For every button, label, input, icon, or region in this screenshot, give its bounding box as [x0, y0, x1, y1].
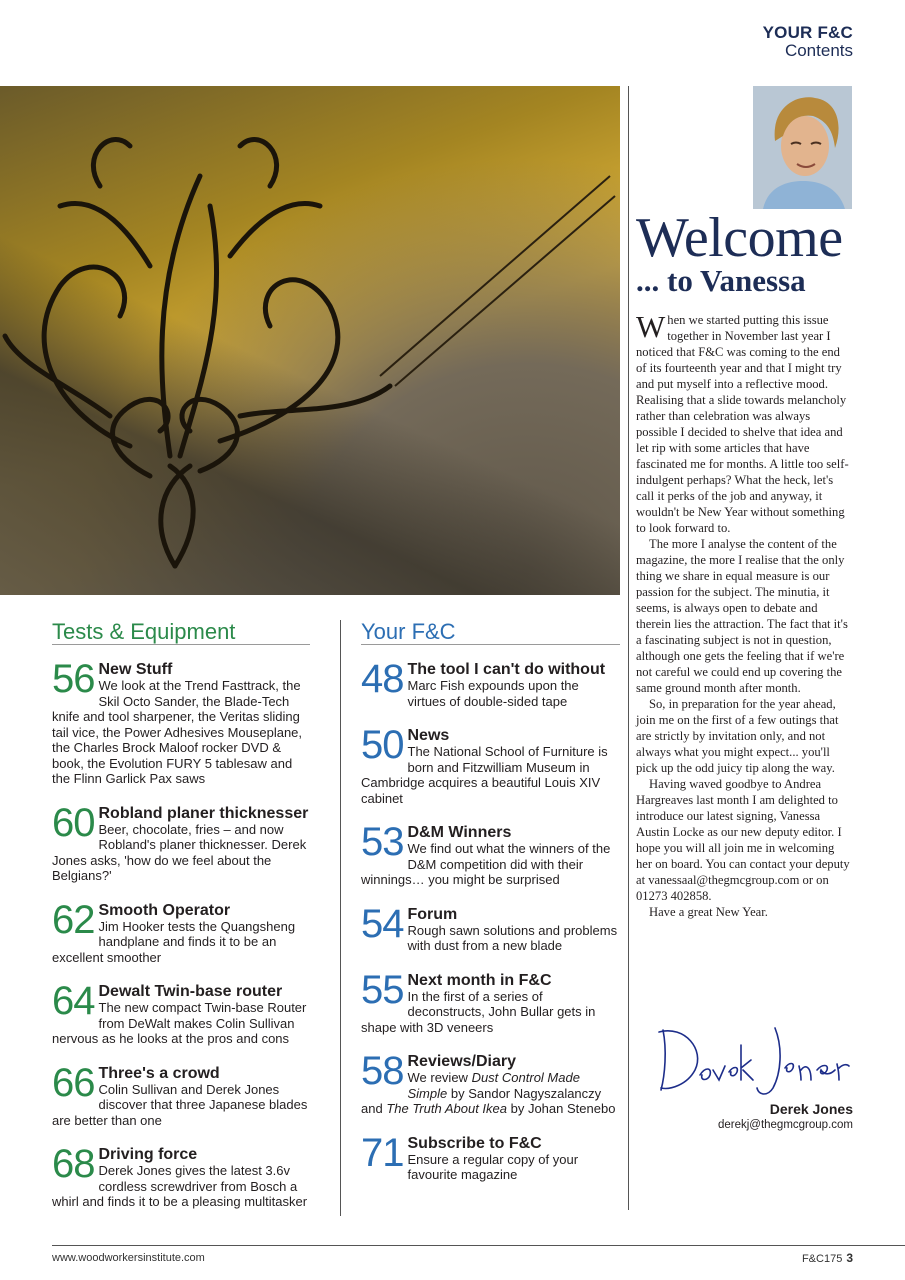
contents-item[interactable]	[361, 1049, 620, 1117]
handwritten-signature	[655, 1020, 855, 1100]
item-title: D&M Winners	[407, 824, 512, 841]
hero-image	[0, 86, 620, 595]
item-title: Reviews/Diary	[407, 1053, 517, 1070]
welcome-subtitle: ... to Vanessa	[636, 263, 806, 298]
footer-page-info	[802, 1251, 853, 1265]
item-title: Smooth Operator	[98, 901, 231, 919]
contents-item[interactable]	[361, 723, 620, 806]
engraved-scroll-ornament	[0, 86, 620, 595]
page-number: 71	[361, 1130, 404, 1175]
item-desc: Derek Jones gives the latest 3.6v cordless screwdriver from Bosch a whirl and finds it to be a pleasing multitasker	[52, 1163, 308, 1209]
page-number: 55	[361, 967, 404, 1012]
item-title: Dewalt Twin-base router	[98, 983, 283, 1000]
page-number: 68	[52, 1142, 95, 1186]
item-desc: Jim Hooker tests the Quangsheng handplane and finds it to be an excellent smoother	[52, 918, 296, 965]
item-desc: We review Dust Control Made Simple by Sandor Nagyszalanczy and The Truth About Ikea by Johan Stenebo	[361, 1070, 616, 1116]
contents-item[interactable]	[361, 901, 620, 954]
item-desc: Colin Sullivan and Derek Jones discover that three Japanese blades are better than one	[52, 1081, 308, 1128]
contents-item[interactable]	[361, 657, 620, 709]
welcome-title: Welcome	[636, 207, 843, 269]
item-title: Driving force	[98, 1146, 198, 1163]
item-title: Next month in F&C	[407, 971, 552, 989]
item-title: Robland planer thicknesser	[98, 804, 309, 822]
contents-item[interactable]	[361, 820, 620, 888]
item-title: Subscribe to F&C	[407, 1134, 542, 1152]
editorial-body	[636, 309, 852, 920]
signer-name: Derek Jones	[769, 1101, 853, 1117]
contents-item[interactable]	[52, 800, 310, 884]
contents-item[interactable]	[52, 1060, 310, 1129]
item-desc: Beer, chocolate, fries – and now Robland's planer thicknesser. Derek Jones asks, 'how do we feel about the Belgians?'	[52, 821, 307, 883]
item-title: News	[407, 727, 450, 744]
editor-portrait	[753, 86, 852, 209]
issue-number: F&C175	[801, 1253, 843, 1265]
your-fc-column	[361, 620, 620, 1183]
page-number: 64	[52, 979, 95, 1023]
item-title: Forum	[407, 905, 458, 923]
footer-url[interactable]: www.woodworkersinstitute.com	[52, 1252, 205, 1264]
page-number: 50	[361, 723, 404, 767]
page-number: 48	[361, 657, 404, 701]
page-number-footer: 3	[846, 1251, 853, 1265]
item-desc: The National School of Furniture is born and Fitzwilliam Museum in Cambridge acquires a beautiful Louis XIV cabinet	[361, 744, 608, 806]
page-number: 62	[52, 897, 95, 942]
contents-item[interactable]	[52, 979, 310, 1047]
contents-item[interactable]	[52, 657, 310, 787]
editorial-paragraph: So, in preparation for the year ahead, join me on the first of a few outings that are strictly by invitation only, and not always what you might expect... you'll pick up the odd juicy tip along the way.	[636, 697, 839, 775]
item-title: New Stuff	[98, 661, 173, 678]
section-subtitle: Contents	[784, 40, 853, 60]
item-desc: Rough sawn solutions and problems with dust from a new blade	[407, 922, 618, 953]
contents-item[interactable]	[52, 1142, 310, 1210]
footer-divider	[52, 1245, 905, 1246]
page-number: 54	[361, 901, 404, 946]
item-desc: Marc Fish expounds upon the virtues of double-sided tape	[407, 678, 579, 709]
item-desc: The new compact Twin-base Router from DeWalt makes Colin Sullivan nervous as he looks at the pros and cons	[52, 1000, 307, 1046]
section-title-your-fc: Your F&C	[361, 620, 620, 645]
editorial-paragraph: The more I analyse the content of the magazine, the more I realise that the only thing we share in equal measure is our passion for the subject. The minutia, it seems, is always open to debate and therein lies the attraction. The fact that it's a fascinating subject is not in question, although one gets the feeling that if we're not careful we could end up covering the same ground month after month.	[636, 537, 848, 695]
item-desc: We find out what the winners of the D&M competition did with their winnings… you might be surprised	[361, 841, 611, 887]
item-title: Three's a crowd	[98, 1064, 220, 1082]
column-divider	[628, 86, 629, 1210]
page-number: 58	[361, 1049, 404, 1093]
editorial-paragraph: When we started putting this issue together in November last year I noticed that F&C was coming to the end of its fourteenth year and that I might try and put myself into a reflective mood. Realising that a slide towards melancholy rather than celebration was always possible I decided to shelve that idea and let rip with some articles that have fascinated me for months. A little too self-indulgent perhaps? What the heck, let's call it perks of the job and anyway, it wouldn't be New Year without something to look forward to.	[636, 309, 849, 535]
tests-equipment-column	[52, 620, 310, 1210]
contents-item[interactable]	[52, 897, 310, 966]
page-number: 60	[52, 800, 95, 845]
signer-block	[718, 1101, 853, 1131]
editorial-paragraph: Have a great New Year.	[649, 905, 768, 919]
contents-item[interactable]	[361, 1130, 620, 1183]
section-header	[763, 24, 853, 60]
item-desc: Ensure a regular copy of your favourite magazine	[407, 1151, 579, 1182]
section-kicker: YOUR F&C	[762, 23, 853, 42]
item-desc: We look at the Trend Fasttrack, the Skil Octo Sander, the Blade-Tech knife and tool sharpener, the Veritas sliding tail vice, the Power Adhesives Mouseplane, the Charles Brock Maloof rocker DVD & book, the Evolution FURY 5 tablesaw and the Flinn Garlick Pax saws	[52, 678, 303, 786]
drop-cap: W	[636, 309, 666, 344]
page-number: 53	[361, 820, 404, 864]
item-title: The tool I can't do without	[407, 661, 606, 678]
column-divider	[340, 620, 341, 1216]
page-number: 66	[52, 1060, 95, 1105]
section-title-tests: Tests & Equipment	[52, 620, 310, 645]
page-number: 56	[52, 657, 95, 701]
editorial-paragraph: Having waved goodbye to Andrea Hargreaves last month I am delighted to introduce our latest signing, Vanessa Austin Locke as our new deputy editor. I hope you will all join me in welcoming her on board. You can contact your deputy at vanessaal@thegmcgroup.com or on 01273 402858.	[636, 777, 850, 903]
signer-email[interactable]: derekj@thegmcgroup.com	[717, 1119, 853, 1131]
item-desc: In the first of a series of deconstructs, John Bullar gets in shape with 3D veneers	[361, 988, 596, 1035]
contents-item[interactable]	[361, 967, 620, 1036]
